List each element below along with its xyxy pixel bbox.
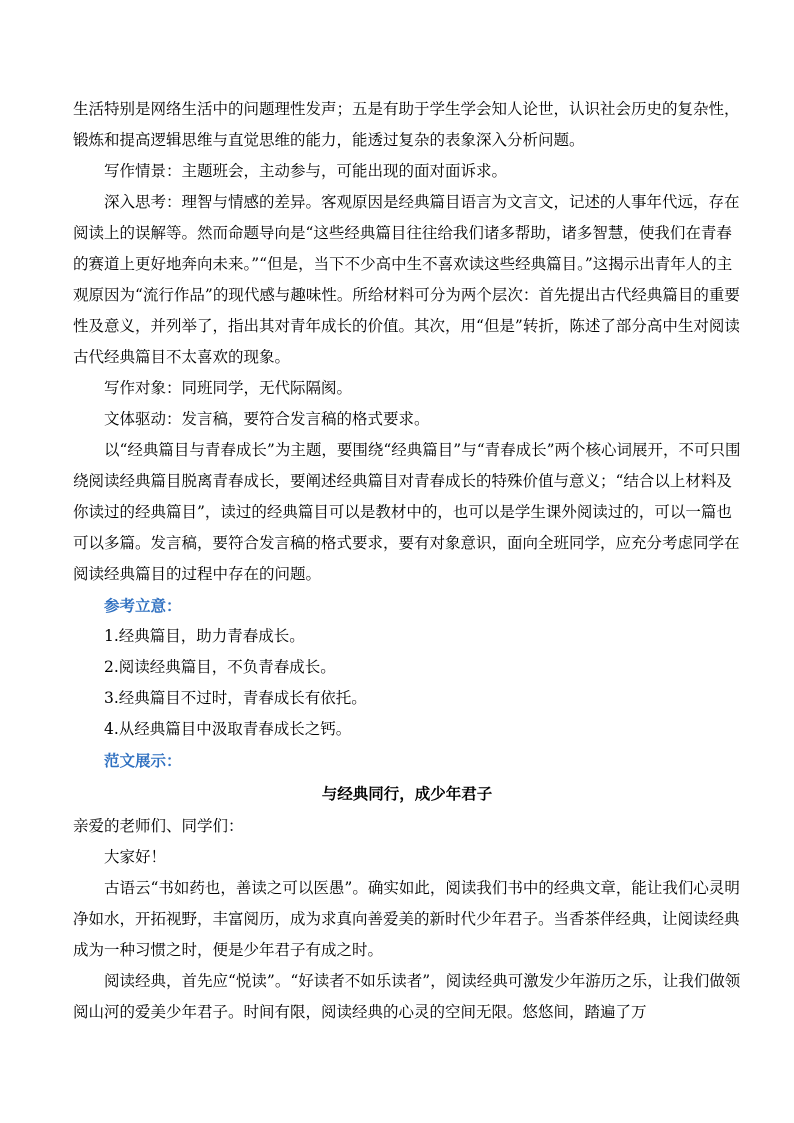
reference-item: 4.从经典篇目中汲取青春成长之钙。 <box>104 720 352 738</box>
essay-salutation: 亲爱的老师们、同学们： <box>73 817 244 835</box>
reference-item: 1.经典篇目，助力青春成长。 <box>104 627 305 645</box>
essay-heading: 范文展示： <box>104 751 182 770</box>
paragraph-theme-analysis: 以“经典篇目与青春成长”为主题，要围绕“经典篇目”与“青春成长”两个核心词展开，不可只围绕阅读经典篇目脱离青春成长，要阐述经典篇目对青春成长的特殊价值与意义；“结合以上材料及你读过的经典篇目”，读过的经典篇目可以是教材中的，也可以是学生课外阅读过的，可以一篇也可以多篇。发言稿，要符合发言稿的格式要求，要有对象意识，面向全班同学，应充分考虑同学在阅读经典篇目的过程中存在的问题。 <box>73 441 741 583</box>
essay-paragraph: 阅读经典，首先应“悦读”。“好读者不如乐读者”，阅读经典可激发少年游历之乐，让我们做领阅山河的爱美少年君子。时间有限，阅读经典的心灵的空间无限。悠悠间，踏遍了万 <box>73 972 741 1021</box>
paragraph-writing-scenario: 写作情景：主题班会，主动参与，可能出现的面对面诉求。 <box>104 162 508 180</box>
paragraph-deep-thinking: 深入思考：理智与情感的差异。客观原因是经典篇目语言为文言文，记述的人事年代远，存在阅读上的误解等。然而命题导向是“这些经典篇目往往给我们诸多帮助，诸多智慧，使我们在青春的赛道上更好地奔向未来。”“但是，当下不少高中生不喜欢读这些经典篇目。”这揭示出青年人的主观原因为“流行作品”的现代感与趣味性。所给材料可分为两个层次：首先提出古代经典篇目的重要性及意义，并列举了，指出其对青年成长的价值。其次，用“但是”转折，陈述了部分高中生对阅读古代经典篇目不太喜欢的现象。 <box>73 193 740 366</box>
reference-heading: 参考立意： <box>104 596 182 615</box>
essay-greeting: 大家好！ <box>104 848 167 866</box>
reference-item: 2.阅读经典篇目，不负青春成长。 <box>104 658 336 676</box>
essay-title: 与经典同行，成少年君子 <box>321 784 493 803</box>
document-page <box>73 94 741 1028</box>
paragraph-intro: 生活特别是网络生活中的问题理性发声；五是有助于学生学会知人论世，认识社会历史的复杂性，锻炼和提高逻辑思维与直觉思维的能力，能透过复杂的表象深入分析问题。 <box>73 100 740 149</box>
paragraph-writing-audience: 写作对象：同班同学，无代际隔阂。 <box>104 379 353 397</box>
essay-paragraph: 古语云“书如药也，善读之可以医愚”。确实如此，阅读我们书中的经典文章，能让我们心灵明净如水，开拓视野，丰富阅历，成为求真向善爱美的新时代少年君子。当香茶伴经典，让阅读经典成为一种习惯之时，便是少年君子有成之时。 <box>73 879 740 959</box>
reference-item: 3.经典篇目不过时，青春成长有依托。 <box>104 689 367 707</box>
paragraph-genre: 文体驱动：发言稿，要符合发言稿的格式要求。 <box>104 410 430 428</box>
